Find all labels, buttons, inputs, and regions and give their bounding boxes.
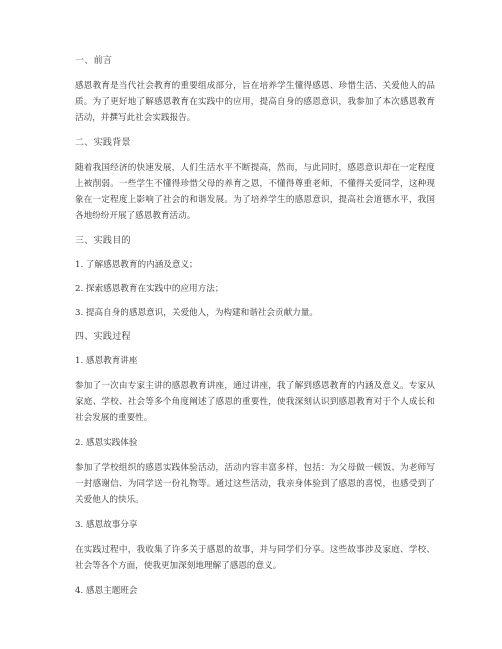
purpose-item-1: 1. 了解感恩教育的内涵及意义；	[75, 260, 198, 270]
process-step-title-3: 3. 感恩故事分享	[75, 520, 138, 530]
section-heading-process: 四、实践过程	[75, 332, 131, 342]
paragraph-background: 随着我国经济的快速发展，人们生活水平不断提高，然而，与此同时，感恩意识却在一定程度上被削弱。一些学生不懂得珍惜父母的养育之恩，不懂得尊重老师，不懂得关爱同学，这种现象在一定程度上影响了社会的和谐发展。为了培养学生的感恩意识，提高社会道德水平，我国各地纷纷开展了感恩教育活动。	[75, 163, 435, 221]
process-step-body-3: 在实践过程中，我收集了许多关于感恩的故事，并与同学们分享。这些故事涉及家庭、学校、社会等各个方面，使我更加深刻地理解了感恩的意义。	[75, 545, 435, 571]
section-heading-preface: 一、前言	[75, 56, 113, 66]
process-step-title-4: 4. 感恩主题班会	[75, 586, 138, 596]
section-heading-background: 二、实践背景	[75, 138, 131, 148]
process-step-body-2: 参加了学校组织的感恩实践体验活动，活动内容丰富多样，包括：为父母做一顿饭、为老师写一封感谢信、为同学送一份礼物等。通过这些活动，我亲身体验到了感恩的喜悦，也感受到了关爱他人的快乐。	[75, 463, 435, 505]
document-page	[75, 54, 435, 608]
paragraph-preface: 感恩教育是当代社会教育的重要组成部分，旨在培养学生懂得感恩、珍惜生活、关爱他人的品质。为了更好地了解感恩教育在实践中的应用，提高自身的感恩意识，我参加了本次感恩教育活动，并撰写此社会实践报告。	[75, 81, 435, 123]
process-step-title-2: 2. 感恩实践体验	[75, 438, 138, 448]
purpose-item-3: 3. 提高自身的感恩意识，关爱他人，为构建和谐社会贡献力量。	[75, 308, 318, 318]
purpose-item-2: 2. 探索感恩教育在实践中的应用方法；	[75, 284, 224, 294]
process-step-title-1: 1. 感恩教育讲座	[75, 356, 138, 366]
process-step-body-1: 参加了一次由专家主讲的感恩教育讲座，通过讲座，我了解到感恩教育的内涵及意义。专家从家庭、学校、社会等多个角度阐述了感恩的重要性，使我深刻认识到感恩教育对于个人成长和社会发展的重要性。	[75, 381, 435, 423]
section-heading-purpose: 三、实践目的	[75, 236, 131, 246]
